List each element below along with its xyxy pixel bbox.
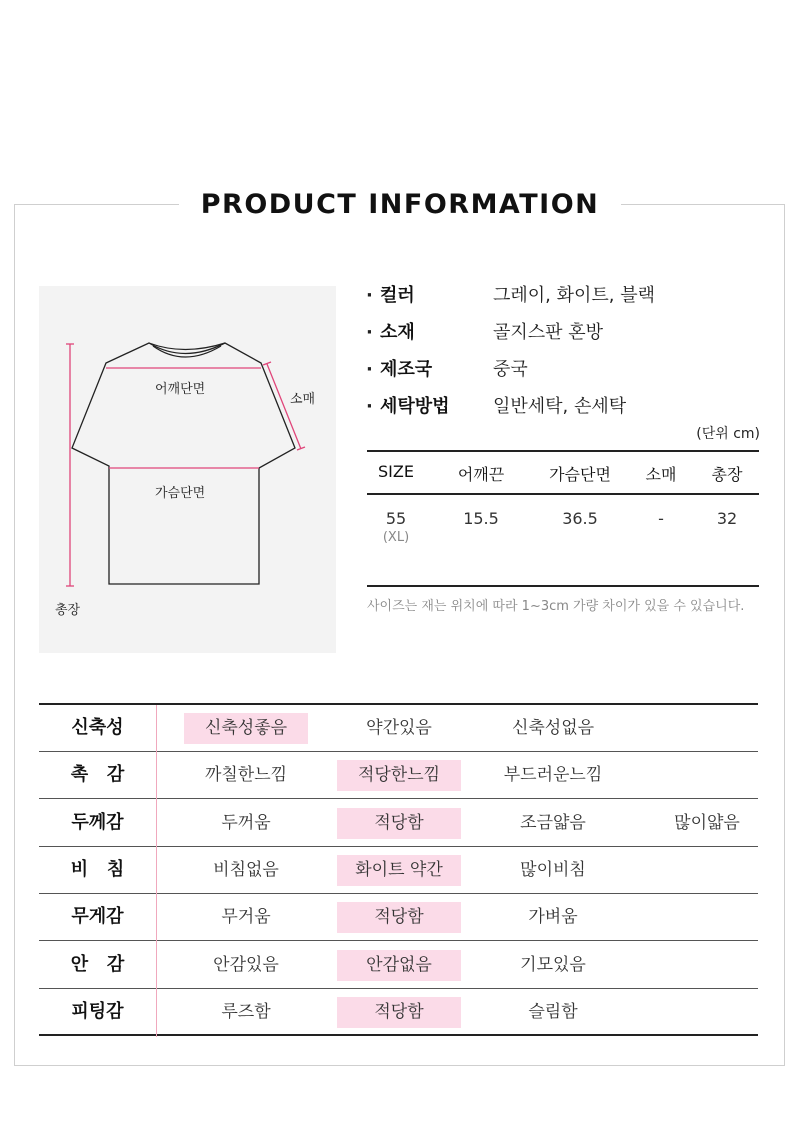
feel-option: 비침없음 [213, 859, 279, 880]
feel-option-selected: 적당한느낌 [337, 760, 461, 791]
bullet: · [366, 359, 373, 380]
feel-row-label: 피팅감 [71, 1000, 124, 1022]
size-cell-sleeve: - [658, 509, 664, 528]
feel-row-label: 무게감 [71, 906, 124, 928]
feel-row [39, 894, 758, 941]
feel-option: 가벼움 [528, 907, 578, 928]
feel-row [39, 847, 758, 894]
feel-row-label: 촉 감 [70, 764, 125, 786]
size-cell-length: 32 [716, 509, 738, 528]
spec-value: 그레이, 화이트, 블랙 [493, 285, 655, 306]
feel-row [39, 942, 758, 989]
title-wrap [0, 186, 800, 224]
feel-option: 신축성없음 [511, 718, 595, 738]
spec-value: 일반세탁, 손세탁 [493, 396, 627, 417]
feel-option-selected: 안감없음 [337, 950, 461, 981]
feel-table-divider [156, 705, 157, 1037]
feel-option: 두꺼움 [221, 812, 271, 833]
feel-option-selected: 신축성좋음 [184, 713, 308, 744]
size-header-sleeve: 소매 [645, 465, 677, 484]
feel-row-label: 안 감 [70, 953, 125, 975]
size-cell-size: 55 [385, 509, 407, 528]
size-cell-size-sub: (XL) [382, 530, 410, 545]
feel-row-rule [39, 1034, 758, 1036]
page-title: PRODUCT INFORMATION [179, 186, 622, 224]
spec-label: 컬러 [380, 285, 415, 306]
chest-label: 가슴단면 [155, 486, 206, 501]
size-header-shoulder: 어깨끈 [457, 465, 505, 484]
feel-row [39, 989, 758, 1036]
feel-option-selected: 적당함 [337, 808, 461, 839]
bullet: · [366, 396, 373, 417]
spec-label: 소재 [380, 322, 415, 343]
size-table-bottom-rule [367, 585, 759, 587]
size-note: 사이즈는 재는 위치에 따라 1~3cm 가량 차이가 있을 수 있습니다. [367, 599, 745, 614]
sleeve-label: 소매 [290, 392, 316, 407]
feel-option-selected: 적당함 [337, 902, 461, 933]
size-cell-chest: 36.5 [562, 509, 598, 528]
size-table-top-rule [367, 450, 759, 452]
unit-label: (단위 cm) [696, 426, 760, 442]
feel-option: 부드러운느낌 [503, 765, 603, 786]
feel-row [39, 752, 758, 799]
spec-row-origin [366, 356, 766, 384]
shoulder-label: 어깨단면 [155, 382, 206, 397]
feel-option: 무거움 [221, 907, 271, 928]
feel-option-selected: 적당함 [337, 997, 461, 1028]
feel-row [39, 800, 758, 847]
size-cell-shoulder: 15.5 [463, 509, 499, 528]
size-table-header-rule [367, 493, 759, 495]
feel-row-label: 신축성 [71, 717, 124, 738]
spec-row-washing [366, 393, 766, 421]
spec-row-color [366, 282, 766, 310]
spec-value: 중국 [493, 359, 528, 380]
feel-option: 안감있음 [213, 954, 279, 975]
spec-value: 골지스판 혼방 [493, 322, 604, 343]
spec-label: 세탁방법 [380, 396, 450, 417]
spec-row-material [366, 319, 766, 347]
feel-option-selected: 화이트 약간 [337, 855, 461, 886]
size-diagram [39, 286, 336, 653]
feel-option: 슬림함 [528, 1001, 578, 1022]
feel-option: 루즈함 [221, 1001, 271, 1022]
feel-option: 약간있음 [366, 718, 432, 738]
spec-label: 제조국 [380, 359, 433, 380]
feel-option: 조금얇음 [520, 812, 586, 833]
size-header-length: 총장 [711, 465, 743, 484]
feel-option: 많이얇음 [674, 812, 740, 833]
length-label: 총장 [55, 603, 81, 618]
feel-option: 기모있음 [520, 954, 586, 975]
bullet: · [366, 322, 373, 343]
feel-row-label: 비 침 [70, 858, 125, 880]
feel-option: 많이비침 [520, 859, 586, 880]
feel-row [39, 705, 758, 752]
feel-row-label: 두께감 [71, 811, 124, 833]
size-header-chest: 가슴단면 [549, 465, 611, 484]
feel-option: 까칠한느낌 [204, 765, 288, 786]
tshirt-outline-icon [39, 286, 336, 653]
size-header-size: SIZE [378, 462, 414, 481]
bullet: · [366, 285, 373, 306]
